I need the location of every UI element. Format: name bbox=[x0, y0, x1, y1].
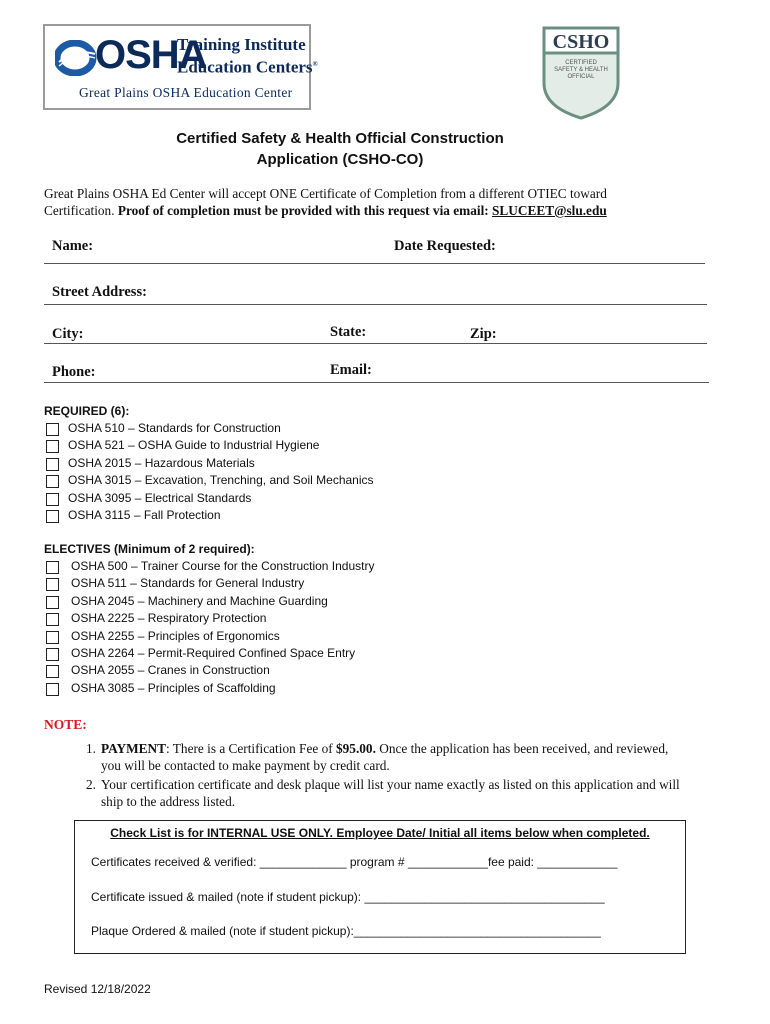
registered-mark: ® bbox=[312, 60, 318, 68]
fee-amount: $95.00. bbox=[336, 741, 376, 756]
revised-date: Revised 12/18/2022 bbox=[44, 982, 151, 996]
electives-checkbox-1[interactable] bbox=[46, 561, 59, 574]
intro-paragraph bbox=[44, 185, 664, 219]
electives-item-label: OSHA 2264 – Permit-Required Confined Space Entry bbox=[71, 646, 356, 660]
intro-text2: Proof of completion must be provided with this request via email: bbox=[117, 203, 493, 218]
electives-checkbox-3[interactable] bbox=[46, 596, 59, 609]
required-heading: REQUIRED (6): bbox=[44, 404, 130, 418]
internal-heading: Check List is for INTERNAL USE ONLY. Employee Date/ Initial all items below when completed. bbox=[110, 826, 650, 840]
date-requested-label: Date Requested: bbox=[394, 238, 496, 254]
name-label: Name: bbox=[52, 238, 94, 254]
phone-label: Phone: bbox=[52, 364, 96, 380]
logo-line2: Education Centers® bbox=[177, 57, 318, 77]
required-checkbox-1[interactable] bbox=[46, 423, 59, 436]
electives-item-label: OSHA 2255 – Principles of Ergonomics bbox=[71, 628, 280, 643]
internal-checklist-box bbox=[74, 820, 686, 954]
electives-checkbox-5[interactable] bbox=[46, 631, 59, 644]
internal-line-certificates[interactable]: Certificates received & verified: _____________ program # ____________fee paid: ____________ bbox=[91, 855, 618, 869]
note-heading: NOTE: bbox=[44, 717, 87, 732]
note-item-payment: 1. PAYMENT: There is a Certification Fee of $95.00. Once the application has been received, and reviewed, you will be contacted to make payment by credit card. bbox=[86, 741, 669, 773]
required-item-label: OSHA 3095 – Electrical Standards bbox=[68, 490, 252, 505]
badge-sub3: OFFICIAL bbox=[567, 74, 595, 80]
electives-checkbox-8[interactable] bbox=[46, 683, 59, 696]
required-checkbox-5[interactable] bbox=[46, 493, 59, 506]
note-num-1: 1. bbox=[86, 741, 96, 756]
logo-line1: Training Institute bbox=[177, 35, 306, 54]
electives-checkbox-2[interactable] bbox=[46, 578, 59, 591]
intro-text1: Great Plains OSHA Ed Center will accept ONE Certificate of Completion from a different OTIEC toward Certification. bbox=[44, 186, 607, 218]
osha-swoosh-icon bbox=[55, 40, 99, 76]
street-line[interactable] bbox=[44, 304, 707, 305]
csho-badge bbox=[541, 25, 621, 121]
electives-item-label: OSHA 2225 – Respiratory Protection bbox=[71, 611, 267, 626]
city-line[interactable] bbox=[44, 343, 707, 344]
logo-word: OSHA bbox=[95, 33, 207, 77]
required-item-label: OSHA 2015 – Hazardous Materials bbox=[68, 455, 255, 470]
email-label: Email: bbox=[330, 362, 372, 378]
required-item-label: OSHA 3115 – Fall Protection bbox=[68, 508, 221, 522]
internal-line-issued[interactable]: Certificate issued & mailed (note if student pickup): ____________________________________ bbox=[91, 890, 605, 904]
title-line2: Application (CSHO-CO) bbox=[256, 151, 424, 168]
electives-item-label: OSHA 2055 – Cranes in Construction bbox=[71, 663, 270, 678]
city-label: City: bbox=[52, 326, 84, 342]
logo-subtitle: Great Plains OSHA Education Center bbox=[79, 85, 293, 100]
electives-item-label: OSHA 3085 – Principles of Scaffolding bbox=[71, 680, 276, 695]
electives-checkbox-6[interactable] bbox=[46, 648, 59, 661]
electives-item-label: OSHA 2045 – Machinery and Machine Guarding bbox=[71, 593, 328, 608]
electives-checkbox-4[interactable] bbox=[46, 613, 59, 626]
electives-item-label: OSHA 500 – Trainer Course for the Construction Industry bbox=[71, 559, 375, 573]
badge-sub2: SAFETY & HEALTH bbox=[554, 67, 608, 73]
required-item-label: OSHA 510 – Standards for Construction bbox=[68, 421, 281, 435]
required-item-label: OSHA 3015 – Excavation, Trenching, and Soil Mechanics bbox=[68, 473, 374, 488]
note-num-2: 2. bbox=[86, 777, 96, 792]
note-item-certificate: 2. Your certification certificate and desk plaque will list your name exactly as listed on this application and will ship to the address listed. bbox=[86, 777, 680, 809]
osha-logo bbox=[43, 24, 318, 110]
name-line[interactable] bbox=[44, 263, 705, 264]
electives-item-label: OSHA 511 – Standards for General Industry bbox=[71, 576, 305, 591]
internal-line-plaque[interactable]: Plaque Ordered & mailed (note if student pickup):_____________________________________ bbox=[91, 924, 601, 938]
state-label: State: bbox=[330, 324, 367, 340]
badge-title: CSHO bbox=[552, 31, 610, 53]
title-line1: Certified Safety & Health Official Construction bbox=[176, 130, 504, 147]
zip-label: Zip: bbox=[470, 326, 497, 342]
electives-heading: ELECTIVES (Minimum of 2 required): bbox=[44, 542, 255, 556]
required-checkbox-6[interactable] bbox=[46, 510, 59, 523]
required-item-label: OSHA 521 – OSHA Guide to Industrial Hygiene bbox=[68, 438, 320, 453]
required-checkbox-3[interactable] bbox=[46, 458, 59, 471]
email-link[interactable]: SLUCEET@slu.edu bbox=[492, 203, 607, 218]
payment-label: PAYMENT bbox=[101, 741, 167, 756]
electives-checkbox-7[interactable] bbox=[46, 665, 59, 678]
required-checkbox-2[interactable] bbox=[46, 440, 59, 453]
required-checkbox-4[interactable] bbox=[46, 475, 59, 488]
phone-line[interactable] bbox=[44, 382, 709, 383]
badge-sub1: CERTIFIED bbox=[565, 60, 597, 66]
street-label: Street Address: bbox=[52, 284, 147, 300]
page-title bbox=[0, 128, 680, 170]
